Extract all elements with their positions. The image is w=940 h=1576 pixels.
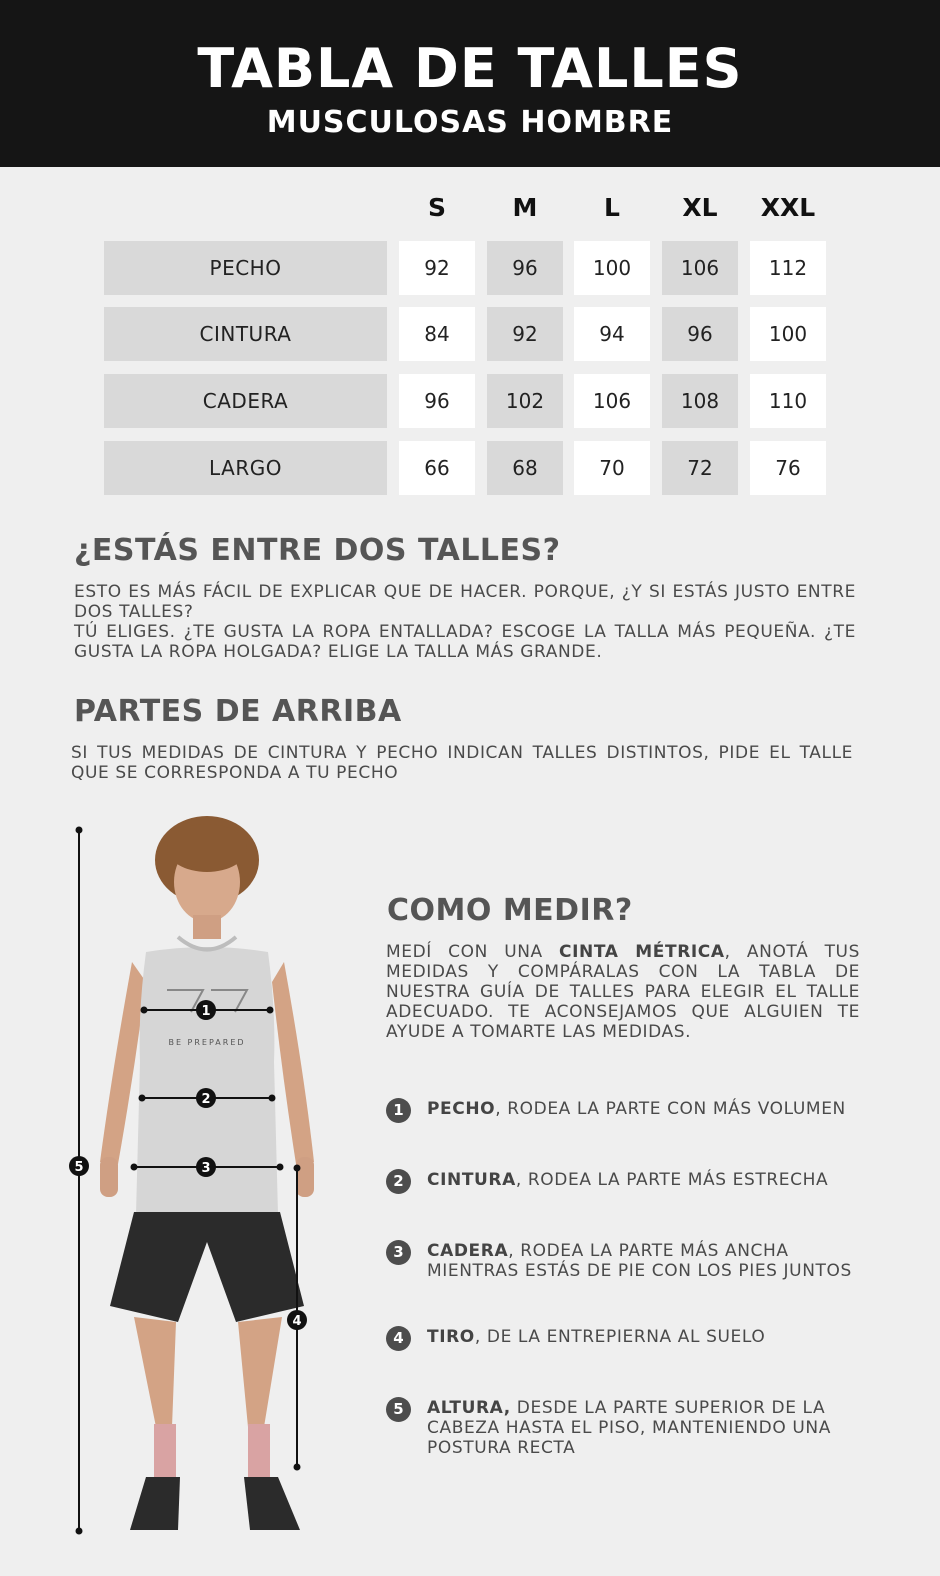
row-label-cintura: CINTURA [104, 307, 387, 361]
size-header-xxl: XXL [760, 193, 816, 222]
table-cell: 72 [662, 441, 738, 495]
table-cell: 112 [750, 241, 826, 295]
table-cell: 68 [487, 441, 563, 495]
svg-text:2: 2 [201, 1092, 211, 1107]
table-cell: 96 [487, 241, 563, 295]
step-4-badge-icon: 4 [386, 1326, 411, 1351]
row-label-cadera: CADERA [104, 374, 387, 428]
page-subtitle: MUSCULOSAS HOMBRE [266, 105, 674, 140]
between-line-2: TÚ ELIGES. ¿TE GUSTA LA ROPA ENTALLADA? ESCOGE LA TALLA MÁS PEQUEÑA. ¿TE GUSTA LA ROPA HOLGADA? ELIGE LA TALLA MÁS GRANDE. [74, 622, 856, 662]
between-text [74, 582, 856, 662]
svg-text:5: 5 [74, 1160, 84, 1175]
step-2-badge-icon: 2 [386, 1169, 411, 1194]
size-header-s: S [427, 193, 446, 222]
size-header-m: M [512, 193, 538, 222]
shirt-print-text: BE PREPARED [168, 1038, 246, 1047]
table-cell: 100 [574, 241, 650, 295]
size-header-l: L [604, 193, 620, 222]
table-cell: 94 [574, 307, 650, 361]
table-cell: 84 [399, 307, 475, 361]
table-cell: 92 [487, 307, 563, 361]
how-text: MEDÍ CON UNA CINTA MÉTRICA, ANOTÁ TUS MEDIDAS Y COMPÁRALAS CON LA TABLA DE NUESTRA GUÍA DE TALLES PARA ELEGIR EL TALLE ADECUADO. TE ACONSEJAMOS QUE ALGUIEN TE AYUDE A TOMARTE LAS MEDIDAS. [386, 942, 860, 1042]
svg-text:4: 4 [292, 1314, 302, 1329]
step-3-badge-icon: 3 [386, 1240, 411, 1265]
table-cell: 106 [574, 374, 650, 428]
table-cell: 100 [750, 307, 826, 361]
model-shorts [110, 1212, 304, 1322]
size-header-xl: XL [682, 193, 718, 222]
step-5-badge-icon: 5 [386, 1397, 411, 1422]
table-cell: 76 [750, 441, 826, 495]
table-cell: 102 [487, 374, 563, 428]
header [0, 0, 940, 167]
model-head [155, 816, 259, 939]
table-cell: 108 [662, 374, 738, 428]
between-title: ¿ESTÁS ENTRE DOS TALLES? [74, 533, 561, 568]
measurement-figure [60, 812, 360, 1547]
table-cell: 110 [750, 374, 826, 428]
svg-text:1: 1 [201, 1004, 211, 1019]
table-cell: 96 [399, 374, 475, 428]
table-cell: 70 [574, 441, 650, 495]
how-title: COMO MEDIR? [387, 893, 633, 928]
row-label-largo: LARGO [104, 441, 387, 495]
table-cell: 96 [662, 307, 738, 361]
tops-title: PARTES DE ARRIBA [74, 694, 402, 729]
step-1-badge-icon: 1 [386, 1098, 411, 1123]
table-cell: 66 [399, 441, 475, 495]
row-label-pecho: PECHO [104, 241, 387, 295]
svg-text:3: 3 [201, 1161, 211, 1176]
page-title: TABLA DE TALLES [197, 37, 743, 100]
between-line-1: ESTO ES MÁS FÁCIL DE EXPLICAR QUE DE HACER. PORQUE, ¿Y SI ESTÁS JUSTO ENTRE DOS TALLES? [74, 582, 856, 622]
table-cell: 92 [399, 241, 475, 295]
tops-text: SI TUS MEDIDAS DE CINTURA Y PECHO INDICAN TALLES DISTINTOS, PIDE EL TALLE QUE SE CORRESPONDA A TU PECHO [71, 743, 853, 783]
table-cell: 106 [662, 241, 738, 295]
model-legs [130, 1317, 300, 1530]
